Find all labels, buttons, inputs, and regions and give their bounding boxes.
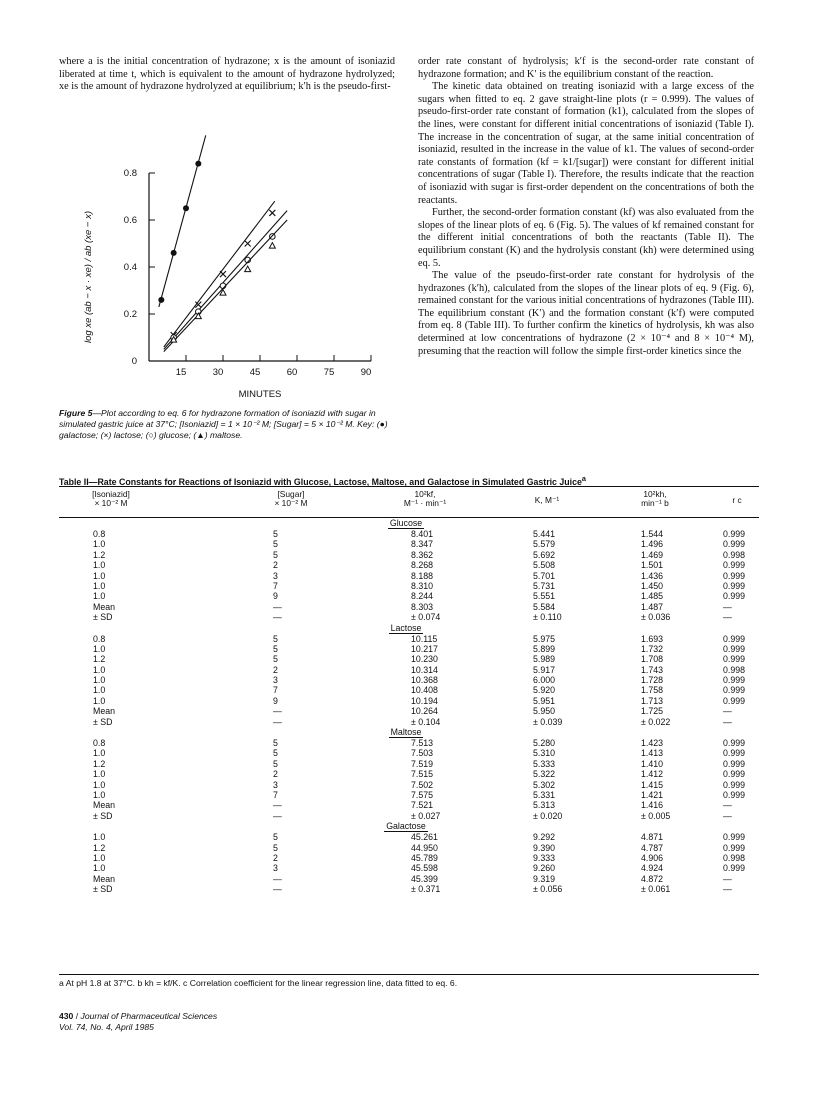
table-row — [59, 717, 759, 727]
table-row — [59, 800, 759, 810]
table-cell: 1.728 — [641, 675, 664, 686]
table-cell: ± SD — [93, 612, 113, 623]
table-cell: 7.513 — [411, 738, 434, 749]
group-title-text: Galactose — [386, 821, 426, 832]
galactose-point — [158, 297, 164, 303]
table-cell: 1.416 — [641, 800, 664, 811]
table-cell: 1.2 — [93, 758, 106, 769]
table-cell: 1.2 — [93, 654, 106, 665]
table-title-note: a — [581, 474, 586, 483]
table-cell: 1.501 — [641, 560, 664, 571]
table-cell: 5.920 — [533, 685, 556, 696]
table-cell: Mean — [93, 873, 116, 884]
header-line: r c — [732, 495, 742, 505]
table-cell: 1.487 — [641, 601, 664, 612]
header-line: × 10⁻² M — [274, 498, 308, 509]
right-column-text — [418, 56, 754, 358]
table-cell: 0.999 — [723, 769, 746, 780]
table-cell: 0.999 — [723, 758, 746, 769]
table-cell: 5.551 — [533, 591, 556, 602]
right-paragraph: Further, the second-order formation constant (kf) was also evaluated from the slopes of the linear plots of eq. 6 (Fig. 5). The values of kf remained constant for the different initial concentrations of both the reactants (Table II). The equilibrium constant (K) and the hydrolysis constant (kh) were determined using eq. 5. — [418, 207, 754, 269]
table-row — [59, 634, 759, 644]
table-row — [59, 529, 759, 539]
table-row — [59, 644, 759, 654]
table-cell: — — [723, 706, 732, 717]
table-cell: 0.999 — [723, 748, 746, 759]
table-cell: 1.469 — [641, 549, 664, 560]
table-cell: 1.450 — [641, 580, 664, 591]
table-cell: 1.436 — [641, 570, 664, 581]
table-cell: 4.906 — [641, 852, 664, 863]
x-tick-label: 30 — [212, 367, 224, 378]
table-cell: 1.0 — [93, 769, 106, 780]
table-cell: 8.303 — [411, 601, 434, 612]
table-cell: 8.401 — [411, 529, 434, 539]
table-cell: — — [273, 612, 282, 623]
table-row — [59, 874, 759, 884]
galactose-point — [195, 161, 201, 167]
table-cell: ± SD — [93, 810, 113, 821]
table-cell: 0.999 — [723, 529, 746, 539]
table-cell: 7 — [273, 580, 278, 591]
table-cell: 4.924 — [641, 863, 664, 874]
table-cell: 1.0 — [93, 643, 106, 654]
table-cell: — — [723, 716, 732, 727]
table-row — [59, 675, 759, 685]
table-header-cell — [66, 490, 156, 509]
table-cell: 1.421 — [641, 789, 664, 800]
table-cell: 2 — [273, 664, 278, 675]
table-cell: 5 — [273, 643, 278, 654]
table-cell: 8.244 — [411, 591, 434, 602]
table-cell: Mean — [93, 601, 116, 612]
x-tick-label: 90 — [360, 367, 372, 378]
table-cell: ± 0.371 — [411, 884, 441, 895]
table-cell: ± 0.020 — [533, 810, 563, 821]
table-header-cell — [610, 490, 700, 509]
table-cell: 6.000 — [533, 675, 556, 686]
table-cell: 0.999 — [723, 842, 746, 853]
table-cell: ± 0.027 — [411, 810, 441, 821]
table-cell: 1.410 — [641, 758, 664, 769]
table-cell: ± 0.005 — [641, 810, 671, 821]
table-cell: 0.999 — [723, 832, 746, 843]
table-cell: — — [723, 612, 732, 623]
left-paragraph: where a is the initial concentration of hydrazone; x is the amount of isoniazid liberated at time t, which is equivalent to the amount of hydrazone hydrolyzed; xe is the amount of hydrazone hydrolyzed at equilibrium; k′h is the pseudo-first- — [59, 56, 395, 93]
header-line: 10²kh, — [643, 489, 667, 499]
table-cell: 10.230 — [411, 654, 438, 665]
table-cell: 0.8 — [93, 633, 106, 644]
group-title — [53, 821, 759, 832]
table-row — [59, 696, 759, 706]
journal-name: Journal of Pharmaceutical Sciences — [80, 1011, 218, 1021]
table-cell: 5.584 — [533, 601, 556, 612]
right-paragraph: The value of the pseudo-first-order rate constant for hydrolysis of the hydrazones (k′h), calculated from the slopes of the linear plots of eq. 9 (Fig. 6), remained constant for the various initial concentrations of hydrazones (Table III). The equilibrium constant (K′) and the formation constant (k′f) were computed from eq. 8 (Table III). To further confirm the kinetics of hydrolysis, kh was also determined at low concentrations of hydrazone (2 × 10⁻⁴ and 8 × 10⁻⁴ M), presuming that the reaction will follow the simple first-order kinetics since the — [418, 270, 754, 357]
table-cell: 1.0 — [93, 675, 106, 686]
galactose-point — [171, 250, 177, 256]
lactose-point — [245, 241, 251, 247]
table-cell: 5.951 — [533, 695, 556, 706]
page-number: 430 — [59, 1011, 74, 1021]
table-cell: Mean — [93, 706, 116, 717]
table-cell: 4.872 — [641, 873, 664, 884]
maltose-point — [269, 243, 275, 249]
table-row — [59, 550, 759, 560]
table-cell: 0.999 — [723, 654, 746, 665]
table-cell: 7.503 — [411, 748, 434, 759]
table-header-cell — [246, 490, 336, 509]
table-cell: 1.0 — [93, 863, 106, 874]
table-cell: — — [273, 800, 282, 811]
table-row — [59, 706, 759, 716]
header-line: 10²kf, — [414, 489, 436, 499]
table-title-text: Table II—Rate Constants for Reactions of Isoniazid with Glucose, Lactose, Maltose, and Galactose in Simulated Gastric Juice — [59, 476, 582, 487]
table-cell: 5.701 — [533, 570, 556, 581]
table-cell: 5.333 — [533, 758, 556, 769]
table-cell: Mean — [93, 800, 116, 811]
table-cell: 0.8 — [93, 529, 106, 539]
table-row — [59, 738, 759, 748]
header-line: min⁻¹ b — [641, 498, 669, 509]
y-axis-label: log xe (ab − x · xe) / ab (xe − x) — [83, 211, 94, 343]
table-row — [59, 759, 759, 769]
table-cell: — — [723, 873, 732, 884]
table-cell: 9.260 — [533, 863, 556, 874]
table-row — [59, 654, 759, 664]
table-cell: ± 0.061 — [641, 884, 671, 895]
table-row — [59, 748, 759, 758]
table-cell: 0.999 — [723, 789, 746, 800]
table-cell: 1.415 — [641, 779, 664, 790]
x-axis-label: MINUTES — [238, 389, 282, 400]
maltose-point — [245, 266, 251, 272]
table-cell: 9 — [273, 591, 278, 602]
x-tick-label: 60 — [286, 367, 298, 378]
table-cell: 4.787 — [641, 842, 664, 853]
table-cell: 1.725 — [641, 706, 664, 717]
table-cell: 0.999 — [723, 580, 746, 591]
table-cell: 9.390 — [533, 842, 556, 853]
table-cell: ± 0.039 — [533, 716, 563, 727]
table-cell: 7.521 — [411, 800, 434, 811]
y-tick-label: 0.6 — [123, 215, 137, 226]
table-cell: 5.508 — [533, 560, 556, 571]
table-cell: 1.708 — [641, 654, 664, 665]
table-cell: 8.310 — [411, 580, 434, 591]
table-cell: 1.0 — [93, 695, 106, 706]
table-header-cell — [692, 496, 782, 505]
table-cell: 0.999 — [723, 675, 746, 686]
table-cell: 1.2 — [93, 842, 106, 853]
table-cell: 5 — [273, 633, 278, 644]
table-cell: 5.989 — [533, 654, 556, 665]
table-cell: 5 — [273, 758, 278, 769]
group-title — [53, 518, 759, 529]
table-cell: 0.999 — [723, 863, 746, 874]
table-cell: ± SD — [93, 884, 113, 895]
table-cell: 5.975 — [533, 633, 556, 644]
table-cell: ± SD — [93, 716, 113, 727]
table-cell: 5.899 — [533, 643, 556, 654]
table-title — [59, 474, 759, 487]
figure-5-plot — [59, 118, 395, 408]
table-cell: 5 — [273, 549, 278, 560]
table-footnote: a At pH 1.8 at 37°C. b kh = kf/K. c Correlation coefficient for the linear regression line, data fitted to eq. 6. — [59, 974, 759, 988]
table-row — [59, 790, 759, 800]
table-cell: 1.743 — [641, 664, 664, 675]
figure-5 — [59, 118, 395, 408]
table-cell: 5.302 — [533, 779, 556, 790]
table-row — [59, 832, 759, 842]
table-cell: 2 — [273, 560, 278, 571]
table-cell: 7 — [273, 685, 278, 696]
series-line-lactose — [164, 201, 275, 347]
table-cell: — — [723, 601, 732, 612]
header-line: [Sugar] — [277, 489, 305, 499]
table-cell: 1.496 — [641, 539, 664, 550]
table-cell: 1.0 — [93, 852, 106, 863]
table-cell: 0.998 — [723, 852, 746, 863]
table-cell: 1.485 — [641, 591, 664, 602]
table-cell: 0.999 — [723, 695, 746, 706]
table-cell: 5.692 — [533, 549, 556, 560]
table-cell: 5.731 — [533, 580, 556, 591]
table-cell: — — [723, 810, 732, 821]
table-row — [59, 602, 759, 612]
table-cell: 1.713 — [641, 695, 664, 706]
table-cell: 44.950 — [411, 842, 438, 853]
table-cell: ± 0.074 — [411, 612, 441, 623]
table-cell: 5 — [273, 748, 278, 759]
table-cell: 1.758 — [641, 685, 664, 696]
table-cell: 4.871 — [641, 832, 664, 843]
table-cell: 8.362 — [411, 549, 434, 560]
table-cell: ± 0.036 — [641, 612, 671, 623]
table-cell: 7.519 — [411, 758, 434, 769]
table-cell: 0.999 — [723, 643, 746, 654]
table-cell: 5 — [273, 539, 278, 550]
table-cell: 1.0 — [93, 789, 106, 800]
table-cell: 10.314 — [411, 664, 438, 675]
table-cell: 5.950 — [533, 706, 556, 717]
table-cell: 1.0 — [93, 832, 106, 843]
table-cell: — — [273, 706, 282, 717]
y-tick-label: 0.2 — [123, 309, 137, 320]
header-line: M⁻¹ · min⁻¹ — [403, 498, 447, 509]
table-cell: ± 0.104 — [411, 716, 441, 727]
group-title-text: Glucose — [389, 518, 423, 528]
table-header — [59, 486, 759, 518]
table-cell: 1.412 — [641, 769, 664, 780]
table-cell: 8.188 — [411, 570, 434, 581]
x-tick-label: 15 — [175, 367, 187, 378]
table-cell: 1.0 — [93, 591, 106, 602]
table-row — [59, 685, 759, 695]
table-row — [59, 560, 759, 570]
series-line-maltose — [164, 220, 287, 352]
table-cell: 3 — [273, 863, 278, 874]
x-tick-label: 75 — [323, 367, 335, 378]
table-cell: 7.515 — [411, 769, 434, 780]
table-cell: 5.579 — [533, 539, 556, 550]
table-cell: 1.0 — [93, 560, 106, 571]
table-cell: 10.408 — [411, 685, 438, 696]
table-row — [59, 863, 759, 873]
table-cell: 0.998 — [723, 664, 746, 675]
table-ii — [59, 486, 759, 895]
table-cell: 3 — [273, 675, 278, 686]
table-cell: — — [723, 800, 732, 811]
group-title — [53, 623, 759, 634]
table-cell: 0.8 — [93, 738, 106, 749]
table-cell: 5.310 — [533, 748, 556, 759]
lactose-point — [220, 271, 226, 277]
table-cell: 1.0 — [93, 685, 106, 696]
table-cell: 10.217 — [411, 643, 438, 654]
table-row — [59, 811, 759, 821]
table-cell: 9.292 — [533, 832, 556, 843]
table-row — [59, 843, 759, 853]
table-cell: 0.999 — [723, 685, 746, 696]
y-tick-label: 0.8 — [123, 168, 137, 179]
table-row — [59, 591, 759, 601]
table-header-cell — [380, 490, 470, 509]
right-paragraph: The kinetic data obtained on treating isoniazid with a large excess of the sugars when fitted to eq. 2 gave straight-line plots (r = 0.999). The values of pseudo-first-order rate constant of formation (k1), calculated from the slopes of the lines, were constant for different initial concentrations of isoniazid (Table I). The increase in the concentration of sugar, at the same initial concentration of isoniazid, resulted in the increase in the value of k1. The values of second-order rate constants of formation (kf = k1/[sugar]) were constant for different initial concentrations of sugar (Table I). Therefore, the results indicate that the reaction of isoniazid with sugar is first-order dependent on the concentrations of both the reactants. — [418, 81, 754, 206]
table-cell: 5 — [273, 842, 278, 853]
table-cell: 1.732 — [641, 643, 664, 654]
table-cell: 5 — [273, 738, 278, 749]
table-cell: 0.999 — [723, 560, 746, 571]
right-paragraph: order rate constant of hydrolysis; k′f is the second-order rate constant of hydrazone formation; and K′ is the equilibrium constant of the reaction. — [418, 56, 754, 80]
table-row — [59, 581, 759, 591]
table-cell: 1.0 — [93, 748, 106, 759]
table-cell: 5.322 — [533, 769, 556, 780]
galactose-point — [183, 205, 189, 211]
table-cell: 0.999 — [723, 779, 746, 790]
table-cell: 5.331 — [533, 789, 556, 800]
journal-volume: Vol. 74, No. 4, April 1985 — [59, 1022, 154, 1032]
table-cell: 1.0 — [93, 539, 106, 550]
table-cell: 1.0 — [93, 580, 106, 591]
table-cell: 10.368 — [411, 675, 438, 686]
table-cell: 0.999 — [723, 591, 746, 602]
table-row — [59, 571, 759, 581]
table-cell: 1.0 — [93, 570, 106, 581]
table-cell: — — [273, 873, 282, 884]
table-cell: 45.399 — [411, 873, 438, 884]
table-cell: 1.423 — [641, 738, 664, 749]
table-cell: 45.598 — [411, 863, 438, 874]
table-cell: ± 0.056 — [533, 884, 563, 895]
table-cell: 1.0 — [93, 779, 106, 790]
y-tick-label: 0.4 — [123, 262, 137, 273]
left-column-text — [59, 56, 395, 94]
table-row — [59, 539, 759, 549]
table-cell: 9.333 — [533, 852, 556, 863]
table-cell: 7 — [273, 789, 278, 800]
lactose-point — [269, 210, 275, 216]
table-cell: 5.917 — [533, 664, 556, 675]
header-line: [Isoniazid] — [92, 489, 130, 499]
table-cell: 3 — [273, 570, 278, 581]
y-tick-label: 0 — [131, 356, 137, 367]
table-cell: 5 — [273, 529, 278, 539]
header-line: × 10⁻² M — [94, 498, 128, 509]
table-cell: 7.575 — [411, 789, 434, 800]
table-header-cell — [502, 496, 592, 505]
table-cell: ± 0.022 — [641, 716, 671, 727]
table-cell: — — [723, 884, 732, 895]
group-title — [53, 727, 759, 738]
series-line-glucose — [164, 211, 287, 350]
table-cell: 7.502 — [411, 779, 434, 790]
table-cell: 0.999 — [723, 539, 746, 550]
table-cell: 3 — [273, 779, 278, 790]
table-cell: 0.999 — [723, 570, 746, 581]
table-row — [59, 612, 759, 622]
journal-footer: 430 / Journal of Pharmaceutical Sciences Vol. 74, No. 4, April 1985 — [59, 1011, 218, 1032]
group-title-text: Maltose — [390, 727, 422, 738]
table-cell: 1.544 — [641, 529, 664, 539]
table-cell: 5.280 — [533, 738, 556, 749]
group-title-text: Lactose — [390, 622, 422, 633]
table-row — [59, 853, 759, 863]
table-cell: 8.347 — [411, 539, 434, 550]
table-cell: — — [273, 601, 282, 612]
table-cell: 0.998 — [723, 549, 746, 560]
caption-text: —Plot according to eq. 6 for hydrazone formation of isoniazid with sugar in simulated gastric juice at 37°C; [Isoniazid] = 1 × 10⁻² M; [Sugar] = 5 × 10⁻² M. Key: (●) galactose; (×) lactose; (○) glucose; (▲) maltose. — [59, 408, 388, 440]
table-cell: 10.115 — [411, 633, 438, 644]
table-cell: — — [273, 716, 282, 727]
table-row — [59, 884, 759, 894]
table-row — [59, 665, 759, 675]
table-cell: 9.319 — [533, 873, 556, 884]
table-cell: 1.0 — [93, 664, 106, 675]
table-cell: 45.261 — [411, 832, 438, 843]
table-cell: 5.441 — [533, 529, 556, 539]
figure-caption — [59, 408, 395, 440]
table-row — [59, 769, 759, 779]
table-cell: 45.789 — [411, 852, 438, 863]
table-cell: 5.313 — [533, 800, 556, 811]
table-cell: 2 — [273, 769, 278, 780]
table-cell: 9 — [273, 695, 278, 706]
table-cell: 1.693 — [641, 633, 664, 644]
table-cell: — — [273, 884, 282, 895]
table-cell: ± 0.110 — [533, 612, 562, 623]
table-cell: 8.268 — [411, 560, 434, 571]
table-cell: 2 — [273, 852, 278, 863]
x-tick-label: 45 — [249, 367, 261, 378]
table-cell: 1.2 — [93, 549, 106, 560]
header-line: K, M⁻¹ — [534, 495, 560, 505]
table-row — [59, 780, 759, 790]
table-cell: 5 — [273, 654, 278, 665]
table-cell: 0.999 — [723, 633, 746, 644]
table-cell: 1.413 — [641, 748, 664, 759]
table-cell: 5 — [273, 832, 278, 843]
caption-label: Figure 5 — [59, 408, 93, 418]
table-cell: — — [273, 810, 282, 821]
table-cell: 10.194 — [411, 695, 438, 706]
table-cell: 10.264 — [411, 706, 438, 717]
table-cell: 0.999 — [723, 738, 746, 749]
